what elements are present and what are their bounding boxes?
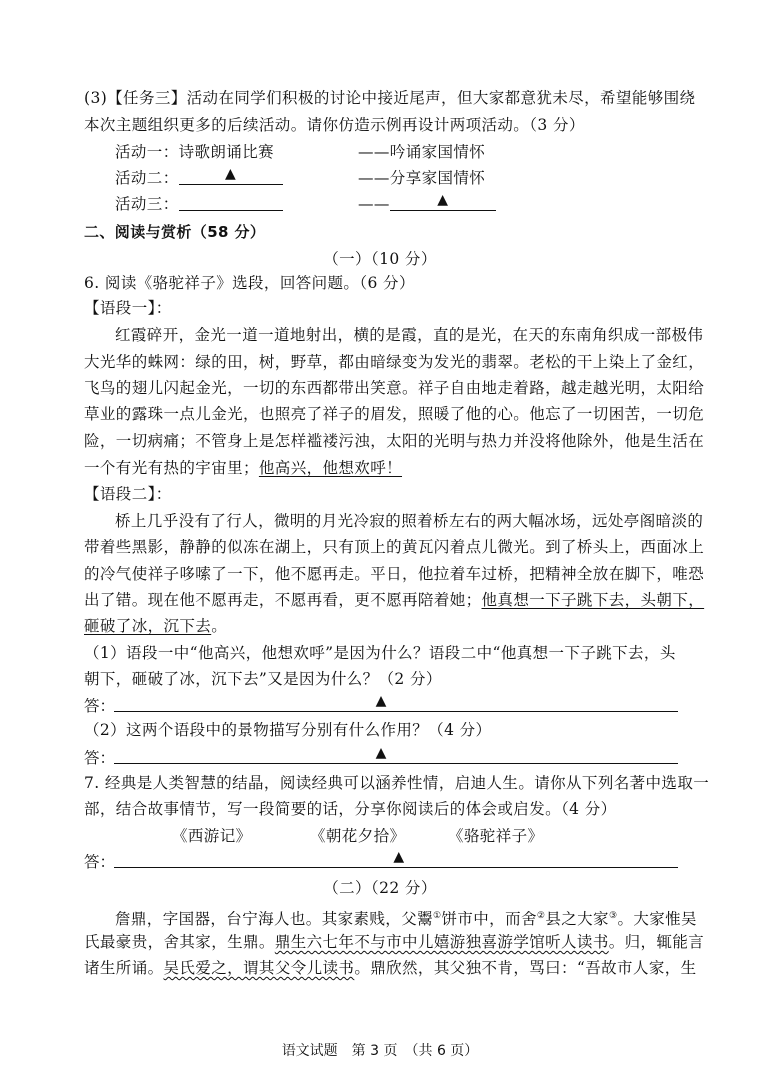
page-footer: 语文试题 第 3 页 （共 6 页） [281,1043,479,1059]
para2-line5: 砸破了冰，沉下去。 [84,617,228,635]
para2-underlined-quote-end: 砸破了冰，沉下去 [84,617,212,635]
answer-marker-icon: ▲ [437,192,449,208]
activity2-blank[interactable] [179,168,283,185]
book-3: 《骆驼祥子》 [448,827,544,845]
activity3-row [115,194,283,214]
activity3-blank[interactable] [179,194,283,211]
para1-tag: 【语段一】： [84,299,172,317]
para2-line3: 的冷气使祥子哆嗦了一下，他不愿再走。平日，他拉着车过桥，把精神全放在脚下，唯恐 [84,565,705,583]
activity2-label: 活动二： [115,169,179,187]
answer-line[interactable] [114,763,678,764]
activity2-row [115,168,283,188]
activity1-theme: ——吟诵家国情怀 [358,143,486,161]
para2-line4-start: 出了错。现在他不愿再走，不愿再看，更不愿再陪着她； [84,591,482,609]
footnote-3: ③ [608,911,618,921]
q7-line2: 部，结合故事情节，写一段简要的话，分享你阅读后的体会或启发。（4 分） [84,800,617,818]
wavy-underlined-sentence: 鼎生六七年不与市中儿嬉游独喜游学馆听人读书 [274,933,609,951]
part2-heading: （二）（22 分） [323,879,437,897]
part1-heading: （一）（10 分） [323,250,437,268]
book-2: 《朝花夕拾》 [310,827,406,845]
answer-marker-icon: ▲ [375,693,387,709]
activity1-label: 活动一：诗歌朗诵比赛 [115,143,275,161]
para1-line3: 飞鸟的翅儿闪起金光，一切的东西都带出笑意。祥子自由地走着路，越走越光明，太阳给 [84,379,705,397]
para1-line6-start: 一个有光有热的宇宙里； [84,459,259,477]
footnote-1: ① [433,911,442,921]
q6-title: 6. 阅读《骆驼祥子》选段，回答问题。（6 分） [84,274,415,292]
q7-answer[interactable] [84,850,678,870]
classical-line2: 氏最豪贵，舍其家，生鼎。鼎生六七年不与市中儿嬉游独喜游学馆听人读书。归，辄能言 [84,933,705,951]
book-1: 《西游记》 [172,827,252,845]
section2-heading: 二、阅读与赏析（58 分） [84,223,266,241]
answer-label: 答： [84,853,116,871]
para2-underlined-quote: 他真想一下子跳下去，头朝下， [481,591,705,609]
activity2-theme: ——分享家国情怀 [358,169,486,187]
activity3-label: 活动三： [115,195,179,213]
answer-marker-icon: ▲ [375,745,387,761]
para1-line6 [84,458,402,478]
para1-line4: 草业的露珠一点儿金光，也照亮了祥子的眉发，照暖了他的心。他忘了一切困苦，一切危 [84,405,705,423]
answer-line[interactable] [114,711,678,712]
para1-underlined-quote: 他高兴，他想欢呼！ [258,459,403,477]
classical-line1: 詹鼎，字国器，台宁海人也。其家素贱，父鬻①饼市中，而舍②县之大家③。大家惟吴 [115,910,697,929]
wavy-underlined-sentence: 吴氏爱之，谓其父令儿读书 [163,959,355,977]
q6-sub1-line2: 朝下，砸破了冰，沉下去”又是因为什么？（2 分） [84,670,442,688]
para2-line2: 带着些黑影，静静的似冻在湖上，只有顶上的黄瓦闪着点儿微光。到了桥头上，西面冰上 [84,538,705,556]
activity3-theme-row [358,194,496,214]
task3-line2: 本次主题组织更多的后续活动。请你仿造示例再设计两项活动。（3 分） [84,116,585,134]
classical-line3: 诸生所诵。吴氏爱之，谓其父令儿读书。鼎欣然，其父独不肯，骂曰：“吾故市人家，生 [84,959,697,977]
activity3-theme-blank[interactable] [390,194,496,211]
footnote-2: ② [536,911,546,921]
para1-line5: 险，一切病痛；不管身上是怎样褴褛污浊，太阳的光明与热力并没将他除外，他是生活在 [84,432,705,450]
task3-line1: (3)【任务三】活动在同学们积极的讨论中接近尾声，但大家都意犹未尽，希望能够围绕 [84,89,696,107]
para2-line1: 桥上几乎没有了行人，微明的月光冷寂的照着桥左右的两大幅冰场，远处亭阁暗淡的 [115,512,704,530]
q6-sub1-line1: （1）语段一中“他高兴，他想欢呼”是因为什么？语段二中“他真想一下子跳下去，头 [84,644,676,662]
para2-tag: 【语段二】： [84,485,172,503]
para2-line4 [84,590,704,610]
answer-label: 答： [84,697,116,715]
q6-sub1-answer[interactable] [84,694,678,714]
answer-marker-icon: ▲ [225,166,237,182]
para1-line2: 大光华的蛛网：绿的田，树，野草，都由暗绿变为发光的翡翠。老松的干上染上了金红， [84,353,705,371]
q6-sub2-answer[interactable] [84,746,678,766]
answer-label: 答： [84,749,116,767]
activity3-dash: —— [358,195,390,213]
q7-line1: 7. 经典是人类智慧的结晶，阅读经典可以涵养性情，启迪人生。请你从下列名著中选取一 [84,774,710,792]
answer-line[interactable] [114,867,678,868]
q6-sub2: （2）这两个语段中的景物描写分别有什么作用？（4 分） [84,721,492,739]
para1-line1: 红霞碎开，金光一道一道地射出，横的是霞，直的是光，在天的东南角织成一部极伟 [115,326,704,344]
answer-marker-icon: ▲ [393,849,405,865]
